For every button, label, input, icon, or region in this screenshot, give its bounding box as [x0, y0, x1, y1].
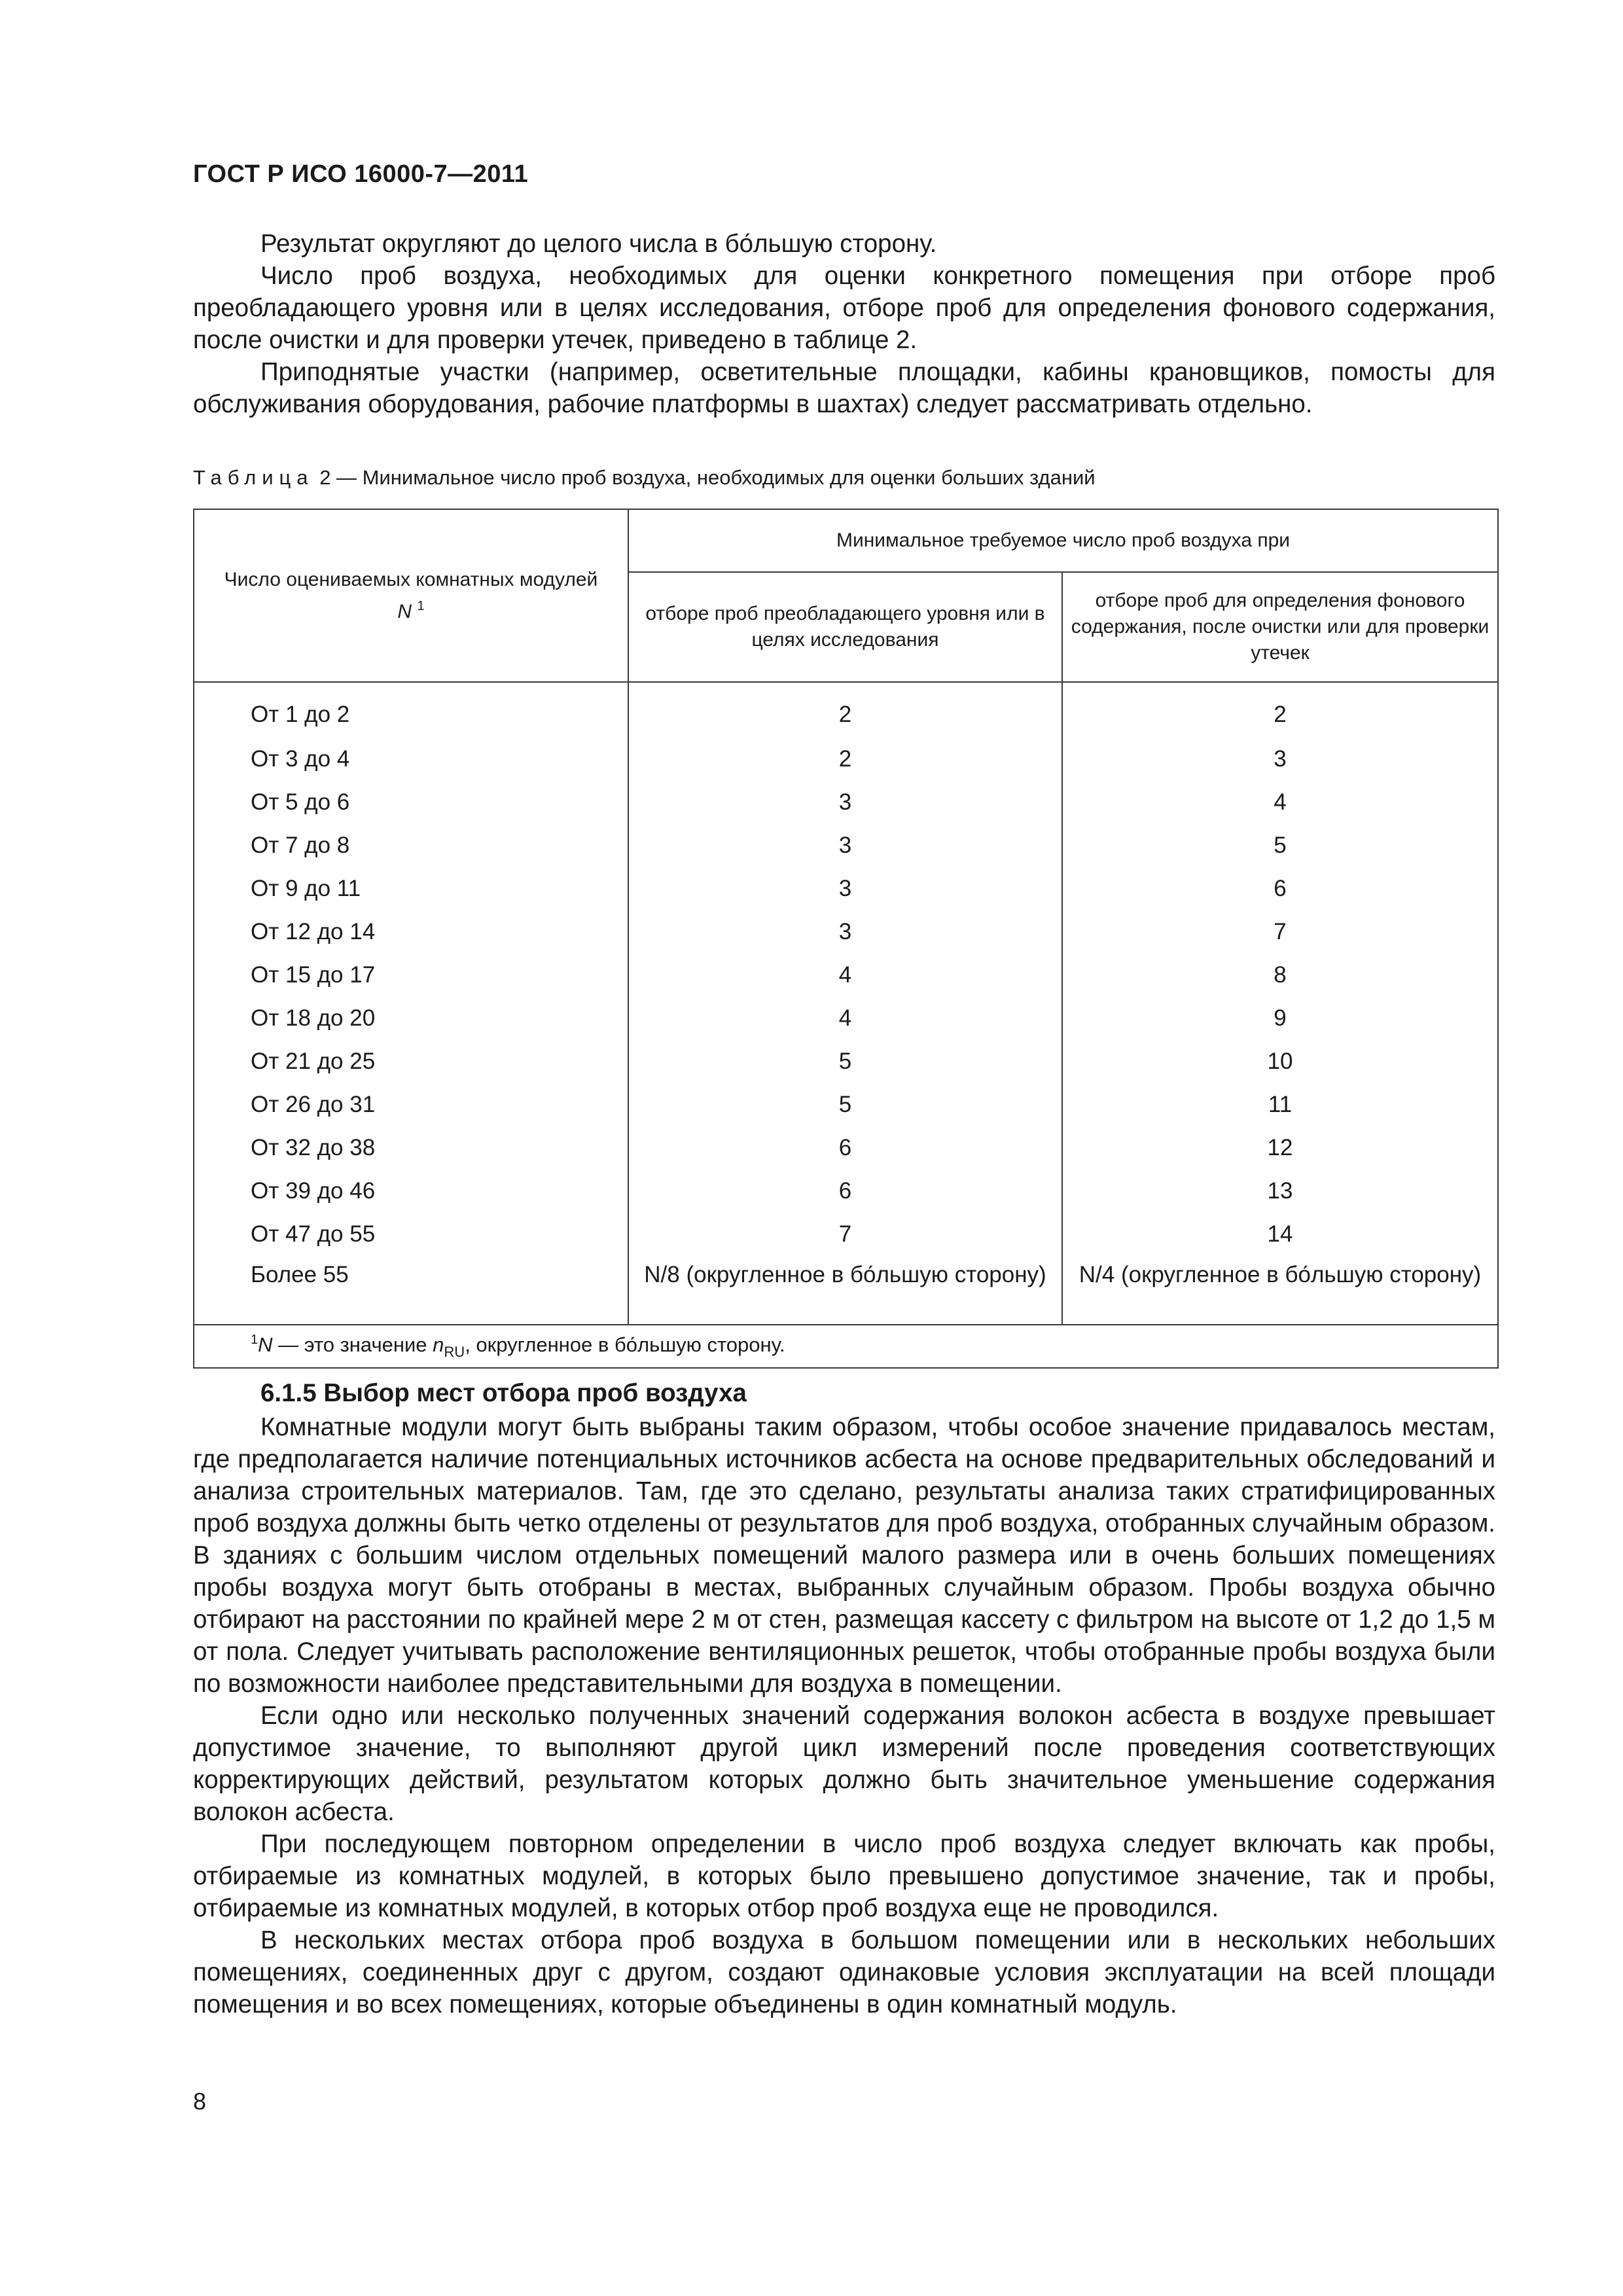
table-row [194, 1170, 1498, 1213]
section-paragraph-2: Если одно или несколько полученных значений содержания волокон асбеста в воздухе превышает допустимое значение, то выполняют другой цикл измерений после проведения соответствующих корректирующих действий, результатом которых должно быть значительное уменьшение содержания волокон асбеста. [193, 1702, 1495, 1826]
table-body [194, 682, 1498, 1325]
cell-modules-range: От 39 до 46 [194, 1170, 628, 1213]
table-row [194, 1126, 1498, 1170]
cell-background-count: 5 [1062, 824, 1498, 867]
cell-modules-range: От 26 до 31 [194, 1083, 628, 1126]
cell-background-count: 4 [1062, 781, 1498, 824]
header-min-samples-group: Минимальное требуемое число проб воздуха при [628, 509, 1498, 572]
footnote-text-part2: , округленное в бо́льшую сторону. [465, 1333, 785, 1356]
table-row [194, 1083, 1498, 1126]
section-paragraph-1: Комнатные модули могут быть выбраны таким образом, чтобы особое значение придавалось местам, где предполагается наличие потенциальных источников асбеста на основе предварительных обследований и анализа строительных материалов. Там, где это сделано, результаты анализа таких стратифицированных проб воздуха должны быть четко отделены от результатов для проб воздуха, отобранных случайным образом. В зданиях с большим числом отдельных помещений малого размера или в очень больших помещениях пробы воздуха могут быть отобраны в местах, выбранных случайным образом. Пробы воздуха обычно отбирают на расстоянии по крайней мере 2 м от стен, размещая кассету с фильтром на высоте от 1,2 до 1,5 м от пола. Следует учитывать расположение вентиляционных решеток, чтобы отобранные пробы воздуха были по возможности наиболее представительными для воздуха в помещении. [193, 1413, 1495, 1698]
cell-background-count: 9 [1062, 997, 1498, 1040]
header-footnote-marker: 1 [417, 598, 425, 613]
cell-background-count: 2 [1062, 682, 1498, 738]
table-row [194, 997, 1498, 1040]
intro-text [193, 228, 1495, 420]
header-modules-label: Число оцениваемых комнатных модулей [224, 568, 598, 590]
cell-background-count: 7 [1062, 910, 1498, 954]
table-row [194, 1256, 1498, 1325]
footnote-subscript: RU [444, 1343, 465, 1360]
cell-prevailing-count: 3 [628, 824, 1062, 867]
table-row [194, 1040, 1498, 1083]
cell-background-count: 14 [1062, 1213, 1498, 1256]
table-caption-text: 2 — Минимальное число проб воздуха, необходимых для оценки больших зданий [319, 466, 1096, 489]
cell-modules-range: От 9 до 11 [194, 867, 628, 910]
header-modules-count [194, 509, 628, 682]
cell-prevailing-count: 6 [628, 1126, 1062, 1170]
cell-modules-range: От 18 до 20 [194, 997, 628, 1040]
cell-prevailing-count: 4 [628, 997, 1062, 1040]
table-footnote [194, 1325, 1498, 1368]
footnote-text-part1: — это значение [272, 1333, 433, 1356]
cell-prevailing-count: 4 [628, 954, 1062, 997]
cell-prevailing-count: 2 [628, 738, 1062, 781]
header-prevailing-level: отборе проб преобладающего уровня или в целях исследования [628, 572, 1062, 682]
cell-prevailing-count: 7 [628, 1213, 1062, 1256]
cell-background-count: 3 [1062, 738, 1498, 781]
cell-prevailing-count: 3 [628, 781, 1062, 824]
intro-paragraph-2: Число проб воздуха, необходимых для оценки конкретного помещения при отборе проб преобладающего уровня или в целях исследования, отборе проб для определения фонового содержания, после очистки и для проверки утечек, приведено в таблице 2. [193, 262, 1495, 354]
table-row [194, 867, 1498, 910]
table-row [194, 1213, 1498, 1256]
footnote-marker: 1 [251, 1332, 259, 1347]
cell-modules-range: От 5 до 6 [194, 781, 628, 824]
section-heading: 6.1.5 Выбор мест отбора проб воздуха [260, 1379, 747, 1407]
page-number: 8 [193, 2088, 207, 2115]
footnote-n-symbol: n [433, 1333, 444, 1356]
cell-modules-range: От 12 до 14 [194, 910, 628, 954]
cell-prevailing-count: N/8 (округленное в бо́льшую сторону) [628, 1256, 1062, 1325]
air-samples-table [193, 509, 1499, 1369]
cell-modules-range: От 1 до 2 [194, 682, 628, 738]
table-row [194, 824, 1498, 867]
intro-paragraph-3: Приподнятые участки (например, осветительные площадки, кабины крановщиков, помосты для обслуживания оборудования, рабочие платформы в шахтах) следует рассматривать отдельно. [193, 358, 1495, 418]
intro-paragraph-1: Результат округляют до целого числа в бо́льшую сторону. [260, 230, 937, 258]
table-caption [193, 466, 1096, 490]
document-code-header: ГОСТ Р ИСО 16000-7—2011 [193, 160, 529, 188]
cell-modules-range: От 15 до 17 [194, 954, 628, 997]
cell-background-count: 10 [1062, 1040, 1498, 1083]
cell-prevailing-count: 2 [628, 682, 1062, 738]
table-row [194, 682, 1498, 738]
table-row [194, 954, 1498, 997]
section-paragraph-4: В нескольких местах отбора проб воздуха в большом помещении или в нескольких небольших помещениях, соединенных друг с другом, создают одинаковые условия эксплуатации на всей площади помещения и во всех помещениях, которые объединены в один комнатный модуль. [193, 1926, 1495, 2018]
cell-prevailing-count: 6 [628, 1170, 1062, 1213]
cell-background-count: 12 [1062, 1126, 1498, 1170]
cell-modules-range: Более 55 [194, 1256, 628, 1325]
cell-modules-range: От 32 до 38 [194, 1126, 628, 1170]
table-caption-label: Таблица [193, 466, 314, 489]
cell-background-count: N/4 (округленное в бо́льшую сторону) [1062, 1256, 1498, 1325]
section-body [193, 1411, 1495, 2020]
section-paragraph-3: При последующем повторном определении в число проб воздуха следует включать как пробы, отбираемые из комнатных модулей, в которых было превышено допустимое значение, так и пробы, отбираемые из комнатных модулей, в которых отбор проб воздуха еще не проводился. [193, 1830, 1495, 1922]
header-modules-symbol: N [397, 600, 412, 622]
cell-prevailing-count: 3 [628, 867, 1062, 910]
cell-modules-range: От 3 до 4 [194, 738, 628, 781]
table-row [194, 910, 1498, 954]
cell-background-count: 11 [1062, 1083, 1498, 1126]
footnote-symbol: N [258, 1333, 273, 1356]
table-row [194, 738, 1498, 781]
cell-modules-range: От 21 до 25 [194, 1040, 628, 1083]
table-row [194, 781, 1498, 824]
cell-prevailing-count: 3 [628, 910, 1062, 954]
cell-modules-range: От 7 до 8 [194, 824, 628, 867]
header-background-level: отборе проб для определения фонового содержания, после очистки или для проверки утечек [1062, 572, 1498, 682]
cell-background-count: 6 [1062, 867, 1498, 910]
cell-prevailing-count: 5 [628, 1040, 1062, 1083]
cell-modules-range: От 47 до 55 [194, 1213, 628, 1256]
cell-prevailing-count: 5 [628, 1083, 1062, 1126]
cell-background-count: 13 [1062, 1170, 1498, 1213]
cell-background-count: 8 [1062, 954, 1498, 997]
